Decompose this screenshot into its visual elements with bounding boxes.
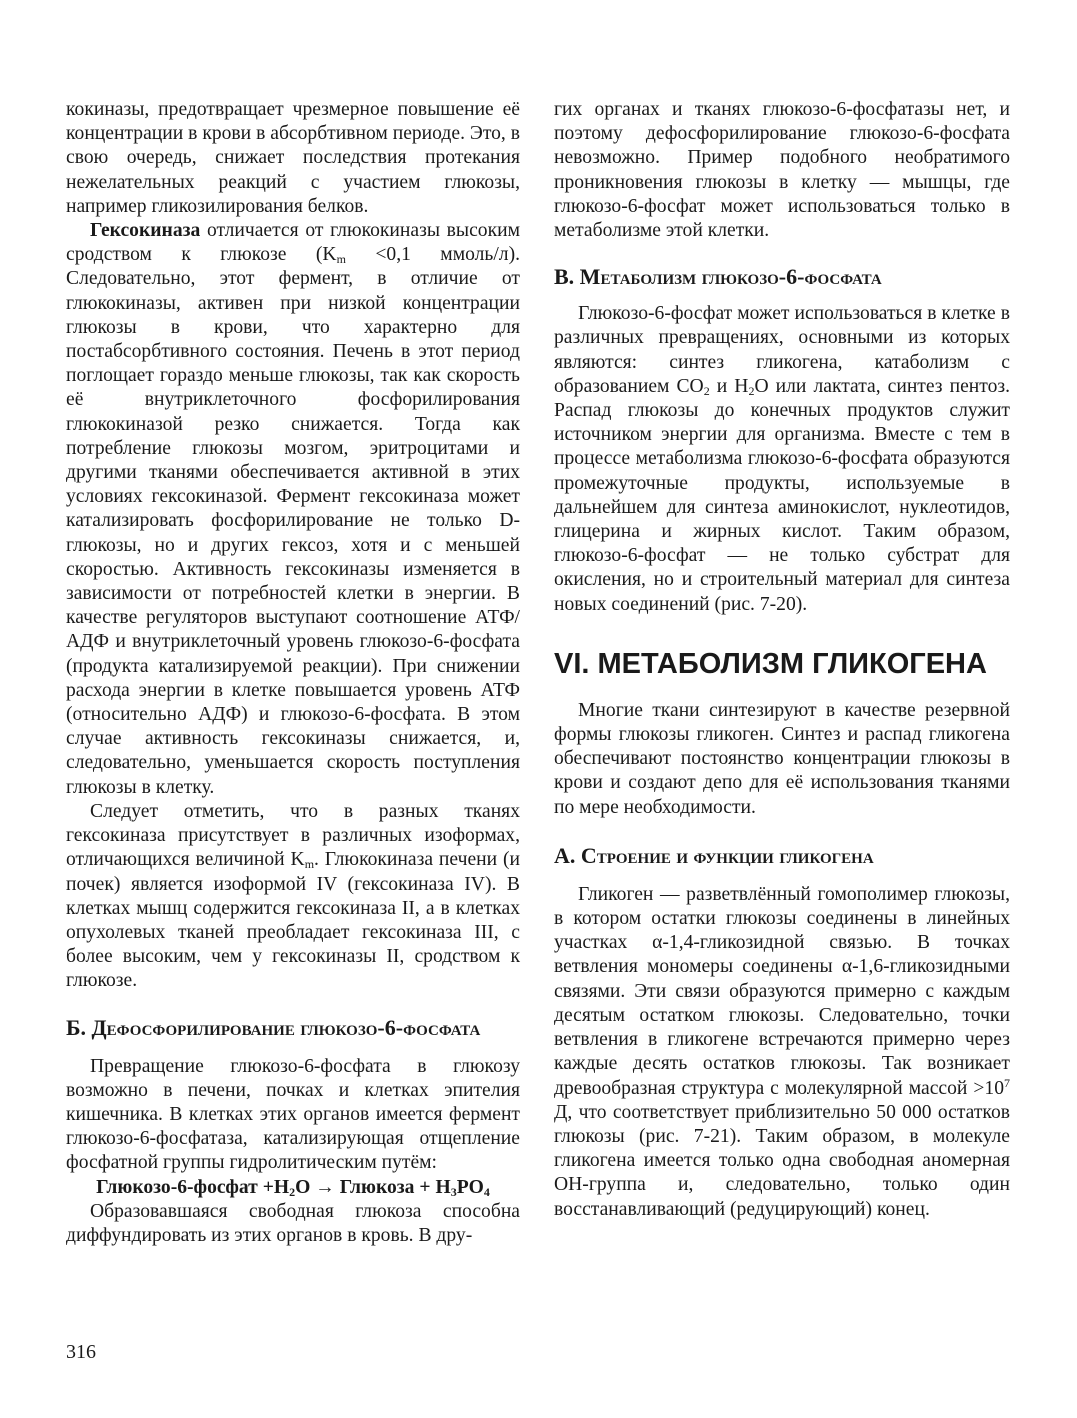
reaction-formula: Глюкозо-6-фосфат $+H_2O$ → Глюкоза + $H_3PO_4$ — [96, 1176, 490, 1199]
heading-dephosphorylation: Б. Дефосфорилирование глюкозо-6-фосфата — [66, 1014, 481, 1040]
heading-glycogen-metabolism: VI. МЕТАБОЛИЗМ ГЛИКОГЕНА — [554, 647, 987, 680]
paragraph-left-1: кокиназы, предотвращает чрезмерное повышение её концентрации в крови в абсорбтивном периоде. Это, в свою очередь, снижает последствия протекания нежелательных реакций с участием глюкозы, например гликозилирования белков. — [66, 99, 520, 217]
paragraph-hexokinase: Гексокиназа отличается от глюкокиназы высоким сродством к глюкозе ($K_m <0,1$ ммоль/л). Следовательно, этот фермент, в отличие от глюкокиназы, активен при низкой концентрации глюкозы в крови, что характерно для постабсорбтивного состояния. Печень в этот период поглощает гораздо меньше глюкозы, так как скорость её внутриклеточного фосфорилирования глюкокиназой резко снижается. Тогда как потребление глюкозы мозгом, эритроцитами и другими тканями обеспечивается активной в этих условиях гексокиназой. Фермент гексокиназа может катализировать фосфорилирование не только D-глюкозы, но и других гексоз, хотя и с меньшей скоростью. Активность гексокиназы изменяется в зависимости от потребностей клетки в энергии. В качестве регуляторов выступают соотношение АТФ/АДФ и внутриклеточный уровень глюкозо-6-фосфата (продукта катализируемой реакции). При снижении расхода энергии в клетке повышается уровень АТФ (относительно АДФ) и глюкозо-6-фосфата. В этом случае активность гексокиназы снижается, и, следовательно, уменьшается скорость поступления глюкозы в клетку. — [66, 220, 521, 798]
page-number: 316 — [66, 1341, 96, 1363]
paragraph-right-1: гих органах и тканях глюкозо-6-фосфатазы нет, и поэтому дефосфорилирование глюкозо-6-фосфата невозможно. Пример подобного необратимого проникновения глюкозы в клетку — мышцы, где глюкозо-6-фосфат может использоваться только в метаболизме этой клетки. — [554, 99, 1010, 242]
left-column — [66, 98, 520, 1248]
paragraph-isoforms: Следует отметить, что в разных тканях гексокиназа присутствует в различных изоформах, отличающихся величиной $K_m$. Глюкокиназа печени (и почек) является изоформой IV (гексокиназа IV). В клетках мышц содержится гексокиназа II, а в клетках опухолевых тканей преобладает гексокиназа III, с более высоким, чем у гексокиназы II, сродством к глюкозе. — [66, 800, 520, 992]
paragraph-glycogen-structure: Гликоген — разветвлённый гомополимер глюкозы, в котором остатки глюкозы соединены в линейных участках α-1,4-гликозидной связью. В точках ветвления мономеры соединены α-1,6-гликозидными связями. Эти связи образуются примерно с каждым десятым остатком глюкозы. Следовательно, точки ветвления в гликогене встречаются примерно через каждые десять остатков глюкозы. Так возникает древообразная структура с молекулярной массой $>10^7$ Д, что соответствует приблизительно 50 000 остатков глюкозы (рис. 7-21). Таким образом, в молекуле гликогена имеется только одна свободная аномерная OH-группа и, следовательно, только один восстанавливающий (редуцирующий) конец. — [554, 883, 1010, 1220]
paragraph-glycogen-intro: Многие ткани синтезируют в качестве резервной формы глюкозы гликоген. Синтез и распад гликогена обеспечивают постоянство концентрации глюкозы в крови и создают депо для её использования тканями по мере необходимости. — [554, 699, 1010, 818]
heading-g6p-metabolism: В. Метаболизм глюкозо-6-фосфата — [554, 264, 882, 290]
right-column — [554, 98, 1010, 1222]
heading-glycogen-structure: А. Строение и функции гликогена — [554, 842, 874, 868]
term-hexokinase: Гексокиназа — [90, 220, 201, 242]
paragraph-dephosphorylation: Превращение глюкозо-6-фосфата в глюкозу возможно в печени, почках и клетках эпителия кишечника. В клетках этих органов имеется фермент глюкозо-6-фосфатаза, катализирующая отщепление фосфатной группы гидролитическим путём: — [66, 1055, 520, 1174]
paragraph-left-last: Образовавшаяся свободная глюкоза способна диффундировать из этих органов в кровь. В дру- — [66, 1200, 520, 1246]
paragraph-g6p-metabolism: Глюкозо-6-фосфат может использоваться в клетке в различных превращениях, основными из которых являются: синтез гликогена, катаболизм с образованием $CO_2$ и $H_2O$ или лактата, синтез пентоз. Распад глюкозы до конечных продуктов служит источником энергии для организма. Вместе с тем в процессе метаболизма глюкозо-6-фосфата образуются промежуточные продукты, используемые в дальнейшем для синтеза аминокислот, нуклеотидов, глицерина и жирных кислот. Таким образом, глюкозо-6-фосфат — не только субстрат для окисления, но и строительный материал для синтеза новых соединений (рис. 7-20). — [554, 303, 1011, 615]
